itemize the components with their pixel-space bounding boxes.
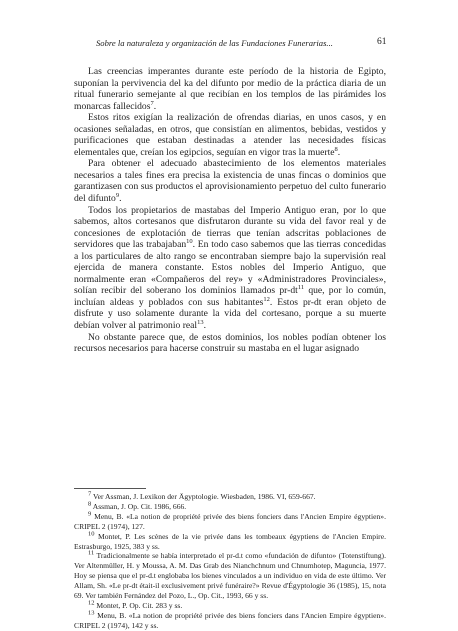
footnote-divider (74, 488, 146, 489)
footnote: $^{12}$ Montet, P. Op. Cit. 283 y ss. (88, 599, 183, 610)
page-number: 61 (377, 37, 387, 47)
footnote-ref: 13 (197, 318, 204, 326)
footnotes (74, 492, 386, 631)
footnote-ref: 8 (334, 145, 338, 153)
footnote: $^{13}$ Menu, B. «La notion de propriété privée des biens fonciers dans l'Ancien Empire égyptien». CRIPEL 2 (1974), 142 y ss. (74, 609, 386, 630)
footnote: $^{10}$ Montet, P. Les scènes de la vie privée dans les tombeaux égyptiens de l'Ancien Empire. Estrasburgo, 1925, 383 y ss. (74, 530, 386, 551)
footnote: $^9$ Menu, B. «La notion de propriété privée des biens fonciers dans l'Ancien Empire égyptien». CRIPEL 2 (1974), 127. (74, 510, 386, 531)
paragraph: Para obtener el adecuado abastecimiento de los elementos materiales necesarios a tales fines era precisa la existencia de unas fincas o dominios que garantizasen con sus productos el aprovisionamiento perpetuo del culto funerario del difunto$^9$. (74, 158, 386, 205)
footnote: $^{11}$ Tradicionalmente se había interpretado el pr-d.t como «fundación de difunto» (Totenstiftung). Ver Altenmüller, H. y Moussa, A. M. Das Grab des Nianchchnum und Chnumhotep, Maguncia, 1977. Hoy se piensa que el pr-d.t englobaba los bienes vinculados a un individuo en vida de este último. Ver Allam, Sh. «Le pr-dt était-il exclusivement privé funéraire?» Revue d'Égyptologie 36 (1985), 15, nota 69. Ver también Fernández del Pozo, L., Op. Cit., 1993, 66 y ss. (74, 549, 386, 601)
footnote: $^8$ Assman, J. Op. Cit. 1986, 666. (88, 500, 187, 511)
footnote: $^7$ Ver Assman, J. Lexikon der Ägyptologie. Wiesbaden, 1986. VI, 659-667. (88, 490, 316, 501)
footnote-ref: 9 (115, 191, 120, 199)
footnote-ref: 11 (297, 284, 305, 292)
main-text (74, 66, 386, 355)
paragraph: Estos ritos exigían la realización de ofrendas diarias, en unos casos, y en ocasiones señaladas, en otros, que consistían en alimentos, bebidas, vestidos y purificaciones que estaban destinadas a atender las necesidades físicas elementales que, creían los egipcios, seguían en vigor tras la muerte$^8$. (74, 112, 386, 158)
footnote-ref: 12 (263, 295, 270, 303)
running-header: Sobre la naturaleza y organización de las Fundaciones Funerarias... (96, 38, 333, 48)
paragraph: Las creencias imperantes durante este período de la historia de Egipto, suponían la pervivencia del ka del difunto por medio de la práctica diaria de un ritual funerario semejante al que recibían en los templos de las pirámides los monarcas fallecidos$^7$. (74, 66, 386, 112)
footnote-ref: 7 (150, 99, 154, 107)
footnote-ref: 10 (186, 238, 193, 246)
paragraph: Todos los propietarios de mastabas del Imperio Antiguo eran, por lo que sabemos, altos cortesanos que disfrutaron durante su vida del favor real y de concesiones de explotación de tierras que tenían adscritas poblaciones de servidores que las trabajaban$^{10}$. En todo caso sabemos que las tierras concedidas a los particulares de alto rango se encontraban siempre bajo la supervisión real ejercida de manera constante. Estos nobles del Imperio Antiguo, que normalmente eran «Compañeros del rey» y «Administradores Provinciales», solían recibir del soberano los dominios llamados $pr-dt^{11}$ que, por lo común, incluían aldeas y poblados con sus habitantes$^{12}$. Estos pr-dt eran objeto de disfrute y uso solamente durante la vida del cortesano, porque a su muerte debían volver al patrimonio real$^{13}$. (74, 204, 386, 332)
paragraph: No obstante parece que, de estos dominios, los nobles podían obtener los recursos necesarios para hacerse construir su mastaba en el lugar asignado (74, 331, 386, 355)
